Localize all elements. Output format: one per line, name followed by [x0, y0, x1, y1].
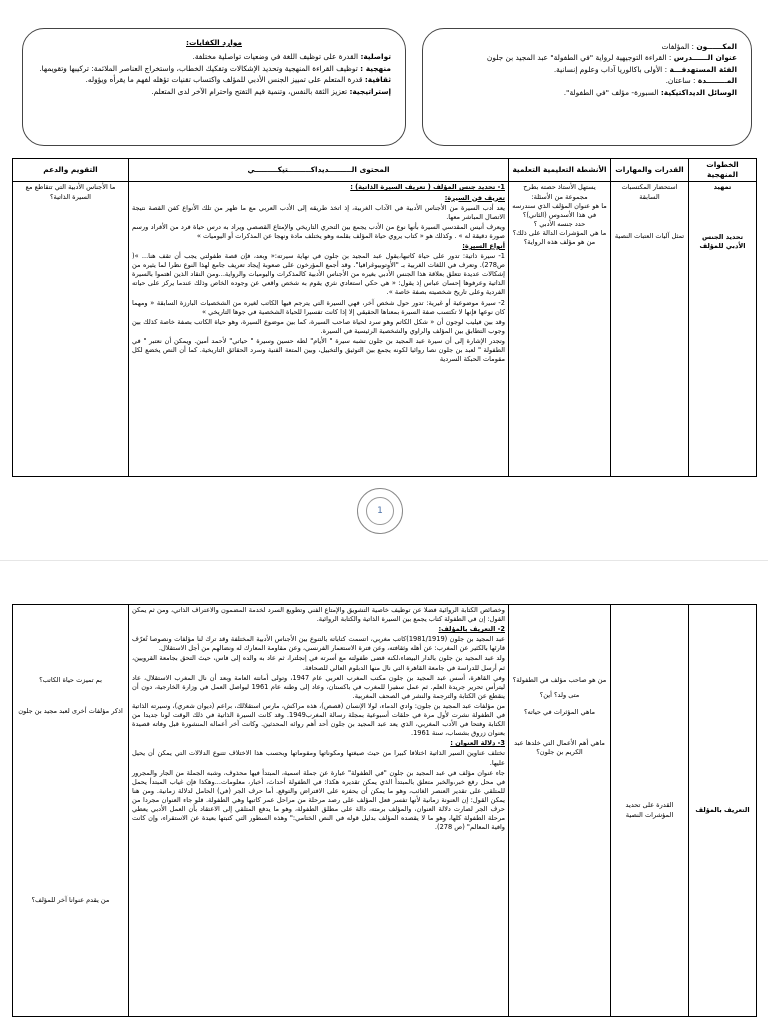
paragraph: جاء عنوان مؤلف في عبد المجيد بن جلون "في الطفولة" عبارة عن جملة اسمية، المبتدأ فيها محذوف، وشبه الجملة من الجار والمجرور في محل رفع خبر،والخبر متعلق بالمبتدأ الذي يمكن تقديره هكذا: في الطفولة أحداث، أخبار، معلومات...وهكذا فإن غياب المبتدأ يحمل للمتلقي على تقدير العنصر الغائب، وهو ما يمكن أن يحفزه على الافتراض والتوقع. أما حرف الجر (في) الحامل لدلالة زمانية. ومن هنا يمكن القول: إن العنونة زمانية لأنها تفسر فعل المؤلف على رصد مرحلة من مراحل عمر كاتبها وهي الطفولة. فلو جاء العنوان مجردا من حرف الجر لصارت دلالة العنوان، والمؤلف برمته، دالة على مطلق الطفولة، وهو ما يدفع المتلقي إلى الاعتقاد بأن العمل الأدبي يعطي مرحلة الطفولة كلها، وهو ما لا يقصده المؤلف بدليل قوله في النص الختامي:" وهذه السطور التي كتبتها بعيدة عن الاستقراء، وإن كانت وافية المعالم" (ص 278).: [132, 768, 505, 832]
paragraph: 2- سيرة موضوعية أو غيرية: تدور حول شخص آخر، فهي السيرة التي يترجم فيها الكاتب لغيره من الشخصيات البارزة السابقة « ومهما كان نوعها فإنها لا تكتسب صفة السيرة بمعناها الحقيقي إلا إذا كانت تفسيرا للحياة الشخصية في جوها التاريخي »: [132, 298, 505, 316]
activity-question: ماهي المؤثرات في حياته؟: [524, 708, 595, 717]
header-evaluation: التقويم والدعم: [13, 159, 129, 182]
paragraph: 1- سيرة ذاتية: تدور على حياة كاتبها،يقول عبد المجيد بن جلون في نهاية سيرته:« وبعد، فإن قصة طفولتي يجب أن تقف هنا... »( ص278). وتعرف في اللغات الغربية بـ "الأوتوبيوغرافيا". وقد أجمع المؤرخون على صعوبة إيجاد تعريف جامع لهذا النوع نظرا لما يثيره من إشكالات عديدة تتعلق بعلاقة هذا الجنس الأدبي بغيره من الأجناس الأدبية كالمذكرات واليوميات والرواية...ومن النقاد الذين اهتموا بالسيرة الذاتية وعرفوها إحسان عباس إذ يقول: « هي حكي استعادي نثري يقوم به شخص واقعي عن وجوده الخاص وذلك عندما يركز على حياته الفردية وعلى تاريخ شخصيته بصفة خاصة ».: [132, 252, 505, 297]
paragraph: وقد بين فيليب لوجون أن « شكل الكاتم وهو سرد لحياة صاحب السيرة، كما بين موضوع السيرة، وهو حياة الكاتب بصفة خاصة كذلك بين وجوب التطابق بين المؤلف والراوي والشخصية الرئيسية في السيرة.: [132, 317, 505, 335]
paragraph: ويعرف أنيس المقدسي السيرة بأنها نوع من الأدب يجمع بين التحري التاريخي والإمتاع القصصي ويراد به درس حياة فرد من الأفراد ورسم صورة دقيقة له » . وكذلك هو « كتاب يروي حياة المؤلف بقلمه وهو يختلف مادة ونهجا عن المذكرات أو اليوميات »: [132, 222, 505, 240]
header-content: المحتوى الـــــــــديداكـــــــــتيكـــــــــي: [129, 159, 509, 182]
header-skills: القدرات والمهارات: [611, 159, 689, 182]
competency-methodological: منهجية : توظيف القراءة المنهجية وتحديد الإشكالات وتفكيك الخطاب، واستخراج العناصر الملائمة: تركيبها وتقويمها.: [39, 63, 391, 73]
table-row: [13, 605, 757, 1017]
evaluation-cell: [13, 605, 129, 1017]
steps-cell: [689, 182, 757, 477]
step-genre: تحديد الجنس الأدبي للمؤلف: [699, 232, 746, 250]
activity-question: من هو مؤلف هذه الرواية؟: [523, 238, 596, 246]
lesson-table-2: [12, 604, 757, 1017]
activity-intro: يستهل الأستاذ حصته بطرح مجموعة من الأسئلة:: [523, 183, 596, 201]
skill-indicators: القدرة على تحديد المؤشرات النصية: [625, 801, 674, 819]
paragraph: وتجدر الإشارة إلى أن سيرة عبد المجيد بن جلون تشبه سيرة " الأيام" لطه حسين وسيرة " حياتي" لأحمد أمين. ويمكن أن نعتبر " في الطفولة " لعبد بن جلون نصا روائيا لكونه يجمع بين التوثيق والتخييل، وبين المتعة الفنية وسرد الحقائق التاريخية. كما أن النص يخضع لكل مقومات الحبكة السردية: [132, 336, 505, 364]
page-separator: [0, 560, 768, 561]
competencies-title: موارد الكفايات:: [186, 38, 242, 47]
evaluation-question: اذكر مؤلفات أخرى لعبد مجيد بن جلون: [18, 707, 123, 716]
evaluation-question: من يقدم عنوانا آخر للمؤلف؟: [31, 896, 110, 905]
activities-cell: [509, 182, 611, 477]
page-number-value: 1: [366, 497, 394, 525]
activity-question: حدد جنسه الأدبي ؟: [533, 219, 586, 228]
content-cell: [129, 605, 509, 1017]
paragraph: يعد أدب السيرة من الأجناس الأدبية في الآداب الغربية، إذ اتخذ طريقه إلى الأدب العربي مع ما ظهر من تلك الأنواع كفن القصة نتيجة الاتصال المباشر معها.: [132, 203, 505, 221]
content-cell: [129, 182, 509, 477]
paragraph: وخصائص الكتابة الروائية فضلا عن توظيف خاصية التشويق والإمتاع الفني وتطويع السرد لخدمة المضمون والاعتراف الذاتي، ومن ثم يمكن القول: إن في الطفولة كتاب يجمع بين السيرة الذاتية والكتابة الروائية.: [132, 606, 505, 624]
evaluation-question: بم تميزت حياة الكاتب؟: [39, 676, 102, 684]
info-line-audience: الفئة المستهدفـــة : الأولى باكالوريا آداب وعلوم إنسانية.: [553, 64, 737, 74]
competency-communicative: تواصلية: القدرة على توظيف اللغة في وضعيات تواصلية مختلفة.: [192, 52, 391, 62]
paragraph: وفي القاهرة، أسس عبد المجيد بن جلون مكتب المغرب العربي عام 1947، وتولى أمانته العامة وبعد أن نال المغرب الاستقلال، عاد ليترأس تحرير جريدة العلم. ثم عمل سفيرا للمغرب في باكستان، وعاد إلى وطنه عام 1961 ليواصل العمل في وزارة الخارجية، دون أن ينقطع عن الكتابة والترجمة والنشر في الصحف المغربية.: [132, 673, 505, 700]
activities-cell: [509, 605, 611, 1017]
activity-question: ما هو عنوان المؤلف الذي سندرسه في هذا الأسدوس (الثاني)؟: [512, 201, 607, 219]
info-line-means: الوسائل الديداكتيكية: السبورة- مؤلف "في الطفولة".: [563, 87, 737, 97]
step-intro: تمهيد: [713, 183, 732, 192]
competencies-box: [22, 28, 406, 146]
subsection-heading: تعريف فن السيرة:: [444, 193, 505, 202]
info-line-component: المكــــــون : المؤلفات: [661, 42, 737, 51]
info-line-duration: المــــــــدة : ساعتان.: [665, 76, 737, 86]
lesson-info-box: [422, 28, 752, 146]
info-line-title: عنوان الــــــدرس : القراءة التوجيهية لرواية "في الطفولة" عبد المجيد بن جلون: [486, 53, 737, 63]
table-row: [13, 182, 757, 477]
header-activities: الأنشطة التعليمية التعلمية: [509, 159, 611, 182]
header-steps: الخطوات المنهجية: [689, 159, 757, 182]
activity-question: ما هي المؤشرات الدالة على ذلك؟: [512, 228, 607, 237]
section-heading: 1- تحديد جنس المؤلف ( تعريف السيرة الذاتية) :: [350, 183, 505, 192]
section-heading: 2- التعريف بالمؤلف:: [438, 625, 505, 634]
paragraph: ولد عبد المجيد بن جلون بالدار البيضاء،لكنه قضى طفولته مع أسرته في إنجلترا، ثم عاد به والده إلى فاس، حيث التحق بجامعة القرويين، ثم أرسل للدراسة في جامعة القاهرة التي نال منها الدبلوم العالي للصحافة.: [132, 654, 505, 672]
skill-thresholds: تمثل آليات العتبات النصية: [614, 231, 685, 240]
steps-cell: [689, 605, 757, 1017]
activity-question: متى ولد؟ أين؟: [539, 691, 580, 700]
activity-question: ماهي أهم الأعمال التي خلدها عبد الكريم بن جلون؟: [514, 739, 605, 757]
table-header-row: [13, 159, 757, 182]
activity-question: من هو صاحب مؤلف في الطفولة؟: [512, 676, 607, 684]
skill-recall: استحضار المكتسبات السابقة: [621, 183, 678, 201]
paragraph: من مؤلفات عبد المجيد بن جلون: وادي الدماء، لولا الإنسان (قصص)، هذه مراكش، مارس استقلالك، براعم (ديوان شعري)، وسيرته الذاتية في الطفولة نشرت لأول مرة في حلقات أسبوعية بمجلة رسالة المغرب1949. وقد كانت السيرة الذاتية في ذلك الوقت لونا جديدا من الكتابة وفتحا في الأدب المغربي، الذي يعد عبد المجيد بن جلون أحد أهم روائه المحدثين. وكانت آخر أعماله المنشورة قبل وفاته قصيدة بعنوان زروق بشساب، سنة 1961.: [132, 701, 505, 738]
evaluation-cell: [13, 182, 129, 477]
competency-cultural: ثقافية: قدرة المتعلم على تمييز الجنس الأدبي للمؤلف واكتساب تقنيات تؤهله لفهم ما يقرأه ويؤوله.: [85, 75, 391, 85]
step-author: التعريف بالمؤلف: [695, 805, 750, 814]
lesson-table-1: [12, 158, 757, 477]
skills-cell: [611, 605, 689, 1017]
paragraph: تختلف عناوين السير الذاتية اختلافا كبيرا من حيث صيغتها ومكوناتها ومقوماتها وبحسب هذا الاختلاف تتنوع الدلالات التي يمكن أن يحيل عليها.: [132, 749, 505, 767]
competency-strategic: إستراتيجية: تعزيز الثقة بالنفس، وتنمية قيم التفتح واحترام الآخر لدى المتعلم.: [151, 86, 391, 96]
evaluation-question: ما الأجناس الأدبية التي تتقاطع مع السيرة الذاتية؟: [25, 183, 116, 201]
paragraph: عبد المجيد بن جلون (1981/1919)كاتب مغربي، اتسمت كتاباته بالتنوع بين الأجناس الأدبية المختلفة وقد ترك لنا مؤلفات ونصوصا تُعرّف قارئها بالكثير عن المغرب: عن أهله وثقافته، وعن فترة الاستعمار الفرنسي، وعن مقاومة المعارك له ونضالهم من أجل الاستقلال.: [132, 635, 505, 653]
skills-cell: [611, 182, 689, 477]
page-number: [357, 488, 403, 534]
section-heading: 3- دلالة العنوان :: [450, 739, 505, 748]
subsection-heading: أنواع السيرة:: [462, 242, 505, 250]
